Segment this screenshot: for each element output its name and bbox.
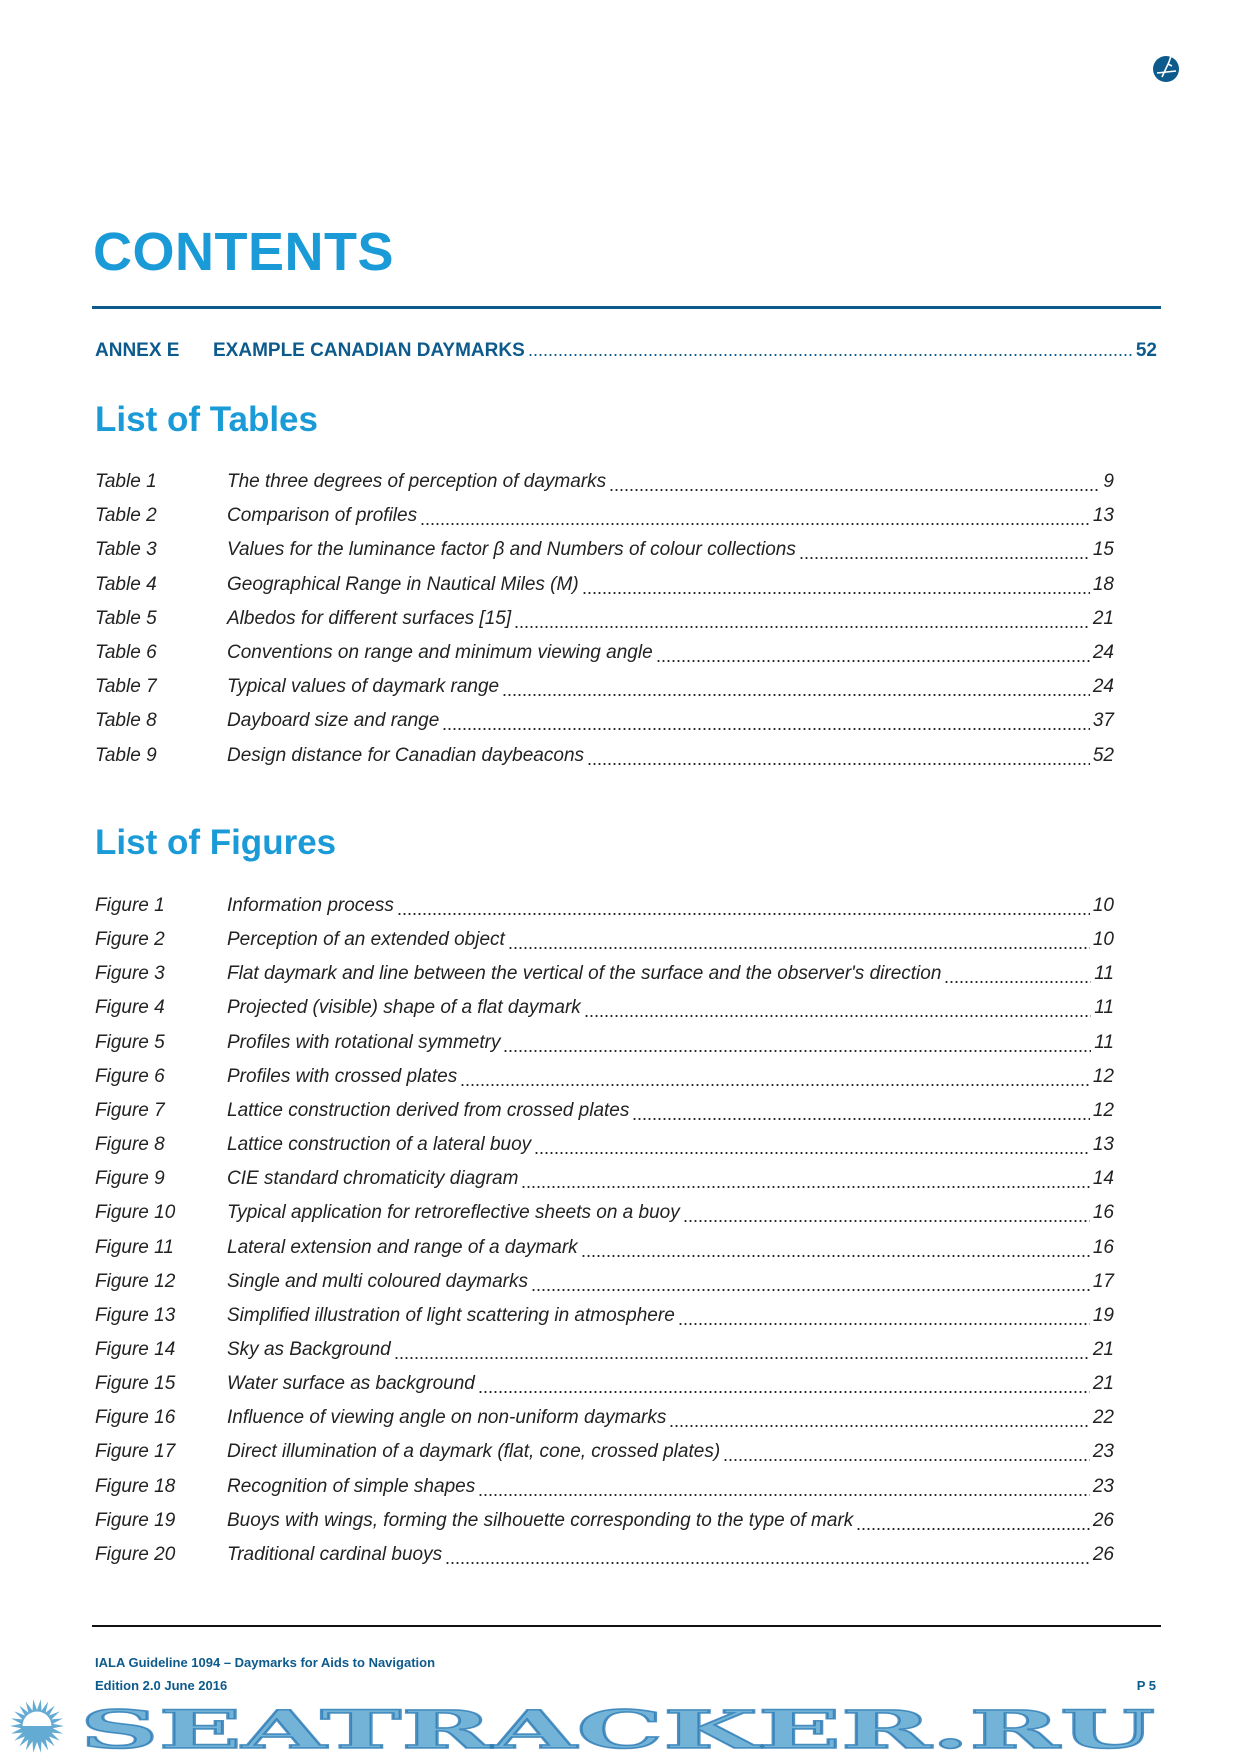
watermark-text: SEATRACKER.RU	[80, 1700, 1155, 1754]
list-of-figures-heading: List of Figures	[95, 823, 337, 862]
figure-label: Figure 5	[95, 1031, 165, 1053]
figure-title: Information process	[227, 895, 394, 916]
figure-page: 16	[1092, 1236, 1114, 1258]
dot-leader	[397, 912, 1090, 916]
toc-entry-table[interactable]	[95, 608, 1114, 634]
dot-leader	[531, 1288, 1090, 1292]
figure-title: Influence of viewing angle on non-uniform daymarks	[227, 1407, 667, 1429]
table-title: Dayboard size and range	[227, 710, 440, 732]
figure-title: Profiles with crossed plates	[227, 1065, 458, 1087]
figure-page: 26	[1092, 1509, 1114, 1531]
figure-page: 23	[1092, 1441, 1114, 1463]
dot-leader	[799, 556, 1090, 560]
figure-page: 11	[1094, 1031, 1114, 1053]
annex-title: EXAMPLE CANADIAN DAYMARKS	[213, 340, 525, 361]
figure-page: 10	[1092, 929, 1114, 951]
dot-leader	[394, 1356, 1090, 1360]
toc-entry-figure[interactable]	[95, 1407, 1114, 1433]
toc-entry-figure[interactable]	[95, 1202, 1114, 1228]
figure-title: Traditional cardinal buoys	[227, 1543, 443, 1565]
table-label: Table 2	[95, 505, 157, 527]
dot-leader	[582, 591, 1090, 595]
figure-title: Perception of an extended object	[227, 929, 505, 951]
table-title: Geographical Range in Nautical Miles (M)	[227, 573, 579, 595]
dot-leader	[420, 522, 1090, 526]
table-title: Typical values of daymark range	[227, 676, 500, 698]
figure-title: Recognition of simple shapes	[227, 1475, 476, 1497]
page-title: CONTENTS	[93, 222, 394, 282]
footer-guideline: IALA Guideline 1094 – Daymarks for Aids to Navigation	[95, 1655, 436, 1670]
toc-entry-figure[interactable]	[95, 1100, 1114, 1126]
figure-title: Lattice construction derived from crossed plates	[227, 1099, 630, 1121]
figure-title: Water surface as background	[227, 1373, 475, 1395]
toc-entry-table[interactable]	[95, 745, 1114, 771]
dot-leader	[581, 1254, 1090, 1258]
dot-leader	[683, 1219, 1090, 1223]
figure-label: Figure 19	[95, 1509, 176, 1531]
table-title: Albedos for different surfaces [15]	[227, 607, 512, 629]
toc-entry-table[interactable]	[95, 539, 1114, 565]
figure-page: 12	[1092, 1099, 1114, 1121]
dot-leader	[508, 946, 1090, 950]
figure-title: Lattice construction of a lateral buoy	[227, 1134, 532, 1156]
toc-entry-figure[interactable]	[95, 1271, 1114, 1297]
toc-entry-figure[interactable]	[95, 1441, 1114, 1467]
figure-page: 21	[1092, 1338, 1114, 1360]
figure-title: Typical application for retroreflective sheets on a buoy	[227, 1202, 680, 1224]
figure-label: Figure 4	[95, 997, 165, 1019]
figure-page: 19	[1092, 1304, 1114, 1326]
table-page: 37	[1092, 710, 1114, 732]
dot-leader	[669, 1424, 1090, 1428]
figure-label: Figure 12	[95, 1270, 176, 1292]
dot-leader	[445, 1561, 1090, 1565]
figure-title: Profiles with rotational symmetry	[227, 1031, 501, 1053]
toc-entry-annex-e[interactable]	[95, 340, 1157, 362]
toc-entry-figure[interactable]	[95, 1510, 1114, 1536]
toc-entry-table[interactable]	[95, 471, 1114, 497]
figure-page: 11	[1094, 963, 1114, 985]
figure-page: 17	[1092, 1270, 1114, 1292]
figure-label: Figure 7	[95, 1099, 165, 1121]
dot-leader	[584, 1014, 1091, 1018]
figure-title: Simplified illustration of light scattering in atmosphere	[227, 1304, 675, 1326]
toc-entry-figure[interactable]	[95, 895, 1114, 921]
dot-leader	[502, 693, 1090, 697]
figure-title: Flat daymark and line between the vertical of the surface and the observer's direction	[227, 963, 942, 985]
figure-title: Sky as Background	[227, 1338, 391, 1360]
toc-entry-figure[interactable]	[95, 1305, 1114, 1331]
figure-label: Figure 16	[95, 1407, 176, 1429]
watermark	[80, 1700, 1160, 1754]
figure-label: Figure 13	[95, 1304, 176, 1326]
toc-entry-table[interactable]	[95, 505, 1114, 531]
table-label: Table 1	[95, 471, 157, 492]
annex-page: 52	[1135, 340, 1157, 361]
toc-entry-figure[interactable]	[95, 963, 1114, 989]
table-label: Table 9	[95, 744, 157, 766]
table-page: 18	[1092, 573, 1114, 595]
table-page: 24	[1092, 676, 1114, 698]
figure-title: Lateral extension and range of a daymark	[227, 1236, 578, 1258]
dot-leader	[678, 1322, 1090, 1326]
toc-entry-figure[interactable]	[95, 1066, 1114, 1092]
table-page: 13	[1092, 505, 1114, 527]
figure-page: 13	[1092, 1134, 1114, 1156]
dot-leader	[609, 488, 1100, 492]
toc-entry-figure[interactable]	[95, 1237, 1114, 1263]
dot-leader	[442, 727, 1090, 731]
figure-label: Figure 20	[95, 1543, 176, 1565]
table-title: The three degrees of perception of daymarks	[227, 471, 607, 492]
figure-page: 11	[1094, 997, 1114, 1019]
table-page: 24	[1092, 642, 1114, 663]
footer-edition: Edition 2.0 June 2016	[95, 1678, 228, 1693]
table-label: Table 8	[95, 710, 157, 732]
toc-entry-figure[interactable]	[95, 1476, 1114, 1502]
toc-entry-table[interactable]	[95, 574, 1114, 600]
figure-label: Figure 1	[95, 895, 165, 916]
table-title: Values for the luminance factor β and Numbers of colour collections	[227, 539, 796, 561]
figure-page: 23	[1092, 1475, 1114, 1497]
toc-entry-figure[interactable]	[95, 1339, 1114, 1365]
figure-label: Figure 8	[95, 1134, 165, 1156]
footer-divider	[92, 1625, 1161, 1627]
figure-page: 10	[1092, 895, 1114, 916]
figure-title: Single and multi coloured daymarks	[227, 1270, 528, 1292]
figure-label: Figure 2	[95, 929, 165, 951]
figure-label: Figure 14	[95, 1338, 176, 1360]
figure-page: 12	[1092, 1065, 1114, 1087]
dot-leader	[656, 659, 1090, 663]
dot-leader	[723, 1458, 1090, 1462]
table-title: Conventions on range and minimum viewing angle	[227, 642, 653, 663]
watermark-sun-icon	[8, 1698, 66, 1754]
figure-label: Figure 17	[95, 1441, 176, 1463]
footer-page-number: P 5	[1136, 1678, 1156, 1693]
dot-leader	[534, 1151, 1090, 1155]
table-page: 15	[1092, 539, 1114, 561]
title-divider	[92, 306, 1161, 309]
figure-page: 14	[1092, 1168, 1114, 1190]
iala-logo-icon	[1150, 52, 1182, 84]
dot-leader	[521, 1185, 1089, 1189]
figure-label: Figure 11	[95, 1236, 174, 1258]
figure-page: 26	[1092, 1543, 1114, 1565]
toc-entry-figure[interactable]	[95, 929, 1114, 955]
dot-leader	[478, 1390, 1090, 1394]
toc-entry-table[interactable]	[95, 710, 1114, 736]
toc-entry-figure[interactable]	[95, 1168, 1114, 1194]
figure-label: Figure 3	[95, 963, 165, 985]
toc-entry-figure[interactable]	[95, 1032, 1114, 1058]
table-title: Design distance for Canadian daybeacons	[227, 744, 585, 766]
figure-page: 22	[1092, 1407, 1114, 1429]
table-label: Table 6	[95, 642, 157, 663]
dot-leader	[944, 980, 1091, 984]
dot-leader	[478, 1493, 1090, 1497]
table-page: 9	[1103, 471, 1114, 492]
table-label: Table 7	[95, 676, 157, 698]
table-label: Table 4	[95, 573, 157, 595]
table-title: Comparison of profiles	[227, 505, 418, 527]
dot-leader	[587, 762, 1090, 766]
dot-leader	[856, 1527, 1090, 1531]
toc-entry-figure[interactable]	[95, 1134, 1114, 1160]
dot-leader	[503, 1049, 1091, 1053]
dot-leader	[514, 625, 1090, 629]
figure-page: 16	[1092, 1202, 1114, 1224]
figure-title: CIE standard chromaticity diagram	[227, 1168, 519, 1190]
dot-leader	[528, 353, 1133, 357]
figure-title: Direct illumination of a daymark (flat, cone, crossed plates)	[227, 1441, 721, 1463]
figure-title: Projected (visible) shape of a flat daymark	[227, 997, 581, 1019]
toc-entry-table[interactable]	[95, 642, 1114, 668]
figure-label: Figure 15	[95, 1373, 176, 1395]
figure-label: Figure 9	[95, 1168, 165, 1190]
table-page: 52	[1092, 744, 1114, 766]
figure-label: Figure 18	[95, 1475, 176, 1497]
toc-entry-figure[interactable]	[95, 1373, 1114, 1399]
figure-title: Buoys with wings, forming the silhouette corresponding to the type of mark	[227, 1509, 854, 1531]
annex-label: ANNEX E	[95, 340, 180, 361]
dot-leader	[460, 1083, 1090, 1087]
toc-entry-figure[interactable]	[95, 1544, 1114, 1570]
table-page: 21	[1092, 607, 1114, 629]
figure-label: Figure 10	[95, 1202, 176, 1224]
list-of-tables-heading: List of Tables	[95, 400, 318, 439]
figure-label: Figure 6	[95, 1065, 165, 1087]
toc-entry-figure[interactable]	[95, 997, 1114, 1023]
toc-entry-table[interactable]	[95, 676, 1114, 702]
table-label: Table 5	[95, 607, 157, 629]
figure-page: 21	[1092, 1373, 1114, 1395]
dot-leader	[632, 1117, 1090, 1121]
table-label: Table 3	[95, 539, 157, 561]
